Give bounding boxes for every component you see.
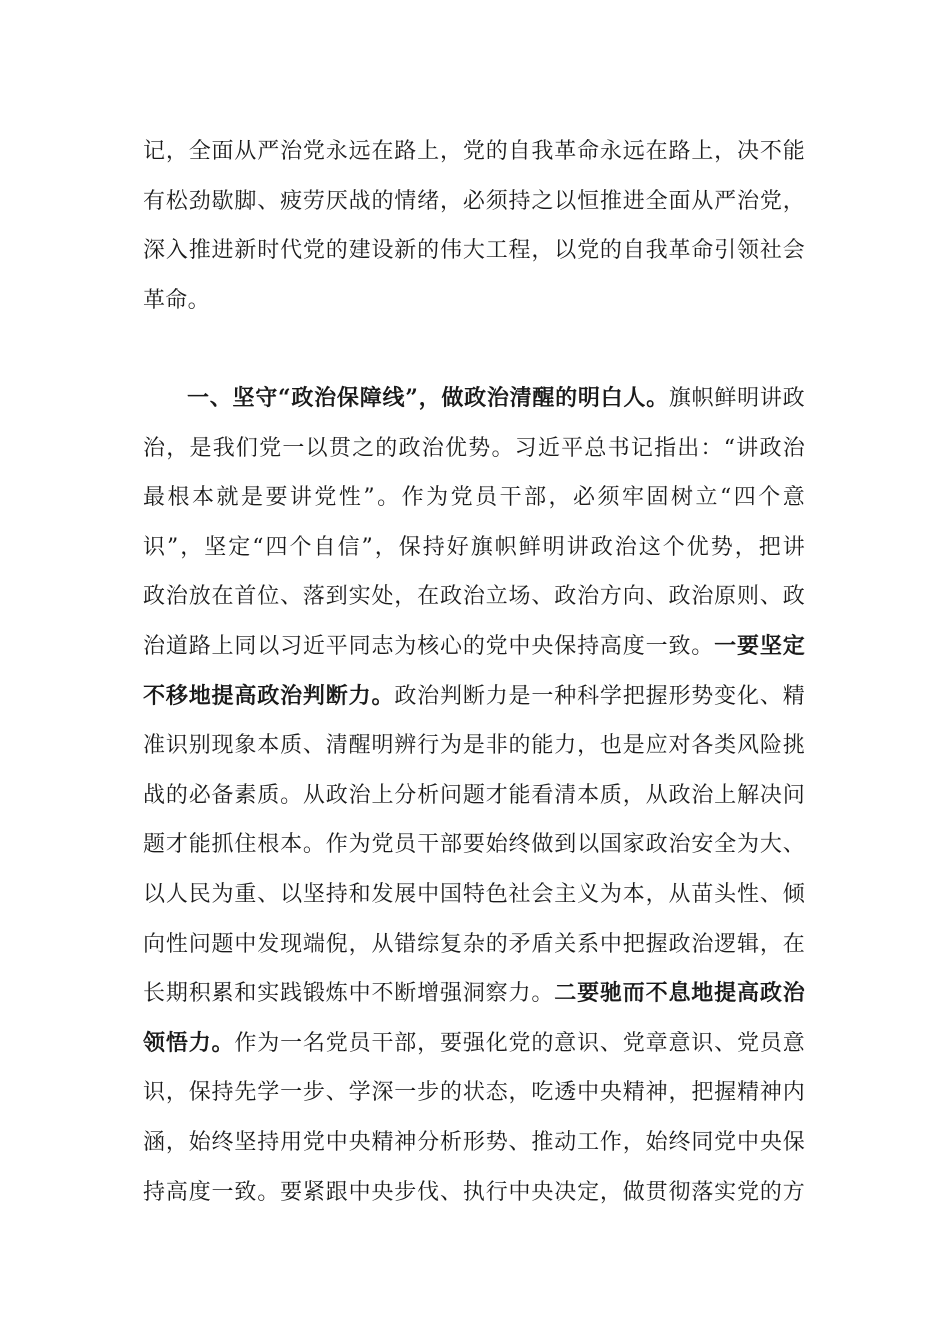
text-line: 记，全面从严治党永远在路上，党的自我革命永远在路上，决不能 bbox=[143, 139, 805, 164]
text-line: 深入推进新时代党的建设新的伟大工程，以党的自我革命引领社会 bbox=[143, 238, 805, 264]
text-line bbox=[143, 622, 805, 672]
subheading-bold: 二要驰而不息地提高政治 bbox=[554, 980, 805, 1007]
text-line: 涵，始终坚持用党中央精神分析形势、推动工作，始终同党中央保 bbox=[143, 1129, 805, 1155]
text-line bbox=[143, 672, 805, 722]
text-line: 战的必备素质。从政治上分析问题才能看清本质，从政治上解决问 bbox=[143, 782, 805, 808]
text-line: 最根本就是要讲党性”。作为党员干部，必须牢固树立“四个意 bbox=[143, 485, 805, 511]
text-line: 向性问题中发现端倪，从错综复杂的矛盾关系中把握政治逻辑，在 bbox=[143, 931, 805, 957]
text-line bbox=[143, 374, 805, 424]
text-line: 题才能抓住根本。作为党员干部要始终做到以国家政治安全为大、 bbox=[143, 832, 805, 858]
text-line bbox=[143, 1019, 805, 1069]
text-run: 政治判断力是一种科学把握形势变化、精 bbox=[394, 683, 805, 709]
text-line bbox=[143, 969, 805, 1019]
paragraph-continued bbox=[143, 127, 805, 325]
text-line: 以人民为重、以坚持和发展中国特色社会主义为本，从苗头性、倾 bbox=[143, 881, 805, 907]
text-line: 有松劲歇脚、疲劳厌战的情绪，必须持之以恒推进全面从严治党， bbox=[143, 188, 805, 214]
text-run: 作为一名党员干部，要强化党的意识、党章意识、党员意 bbox=[234, 1030, 805, 1056]
text-line: 革命。 bbox=[143, 287, 210, 313]
text-run: 长期积累和实践锻炼中不断增强洞察力。 bbox=[143, 981, 555, 1007]
paragraph-section-one bbox=[143, 374, 805, 1217]
text-line: 持高度一致。要紧跟中央步伐、执行中央决定，做贯彻落实党的方 bbox=[143, 1179, 805, 1205]
text-run: 旗帜鲜明讲政 bbox=[668, 386, 805, 411]
text-line: 准识别现象本质、清醒明辨行为是非的能力，也是应对各类风险挑 bbox=[143, 733, 805, 759]
text-line: 识”，坚定“四个自信”，保持好旗帜鲜明讲政治这个优势，把讲 bbox=[143, 534, 805, 560]
text-run: 治道路上同以习近平同志为核心的党中央保持高度一致。 bbox=[143, 633, 715, 659]
subheading-bold: 不移地提高政治判断力。 bbox=[143, 682, 395, 709]
section-heading: 一、坚守“政治保障线”，做政治清醒的明白人。 bbox=[187, 385, 669, 411]
subheading-bold: 领悟力。 bbox=[143, 1029, 235, 1056]
text-line: 识，保持先学一步、学深一步的状态，吃透中央精神，把握精神内 bbox=[143, 1080, 805, 1106]
text-line: 治，是我们党一以贯之的政治优势。习近平总书记指出：“讲政治 bbox=[143, 435, 805, 461]
subheading-bold: 一要坚定 bbox=[714, 632, 805, 659]
text-line: 政治放在首位、落到实处，在政治立场、政治方向、政治原则、政 bbox=[143, 584, 805, 610]
